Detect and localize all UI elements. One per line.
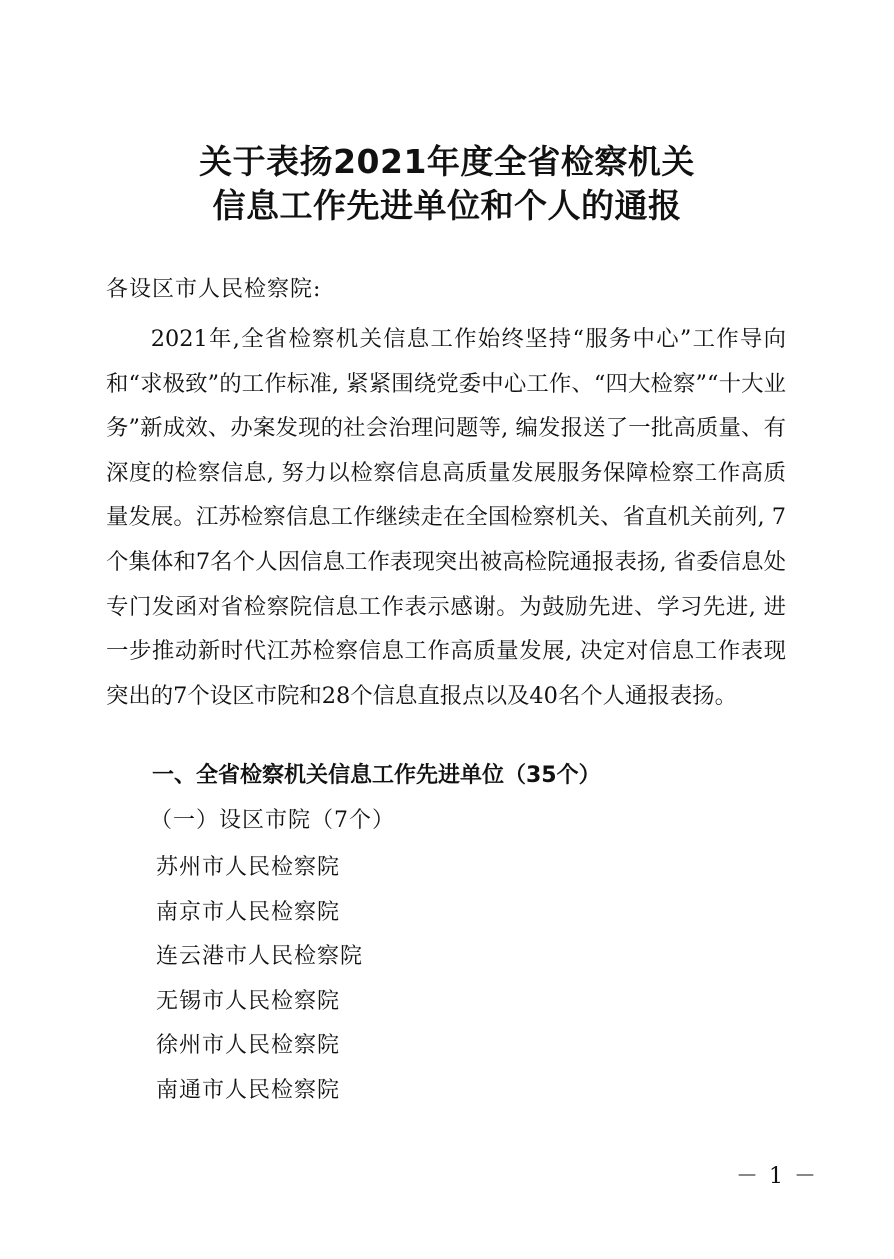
section-heading-advanced-units: 一、全省检察机关信息工作先进单位（35个） — [152, 763, 601, 788]
salutation: 各设区市人民检察院: — [106, 277, 322, 302]
list-item: 无锡市人民检察院 — [156, 988, 341, 1014]
document-title-line-1: 关于表扬2021年度全省检察机关 — [199, 142, 695, 181]
list-item: 徐州市人民检察院 — [156, 1033, 341, 1059]
document-title-line-2: 信息工作先进单位和个人的通报 — [212, 186, 682, 225]
list-item: 连云港市人民检察院 — [156, 944, 364, 970]
list-item: 南通市人民检察院 — [156, 1077, 341, 1103]
subsection-heading-city-procuratorates: （一）设区市院（7个） — [150, 808, 395, 833]
page-number: － 1 － — [736, 1164, 818, 1189]
list-item: 苏州市人民检察院 — [156, 855, 341, 880]
body-paragraph: 2021年,全省检察机关信息工作始终坚持“服务中心”工作导向和“求极致”的工作标准, 紧紧围绕党委中心工作、“四大检察”“十大业务”新成效、办案发现的社会治理问题等, 编发报送了一批高质量、有深度的检察信息, 努力以检察信息高质量发展服务保障检察工作高质量发展。江苏检察信息工作继续走在全国检察机关、省直机关前列, 7个集体和7名个人因信息工作表现突出被高检院通报表扬, 省委信息处专门发函对省检察院信息工作表示感谢。为鼓励先进、学习先进, 进一步推动新时代江苏检察信息工作高质量发展, 决定对信息工作表现突出的7个设区市院和28个信息直报点以及40名个人通报表扬。 — [106, 326, 786, 709]
list-item: 南京市人民检察院 — [156, 899, 341, 925]
unit-list — [156, 846, 363, 1114]
